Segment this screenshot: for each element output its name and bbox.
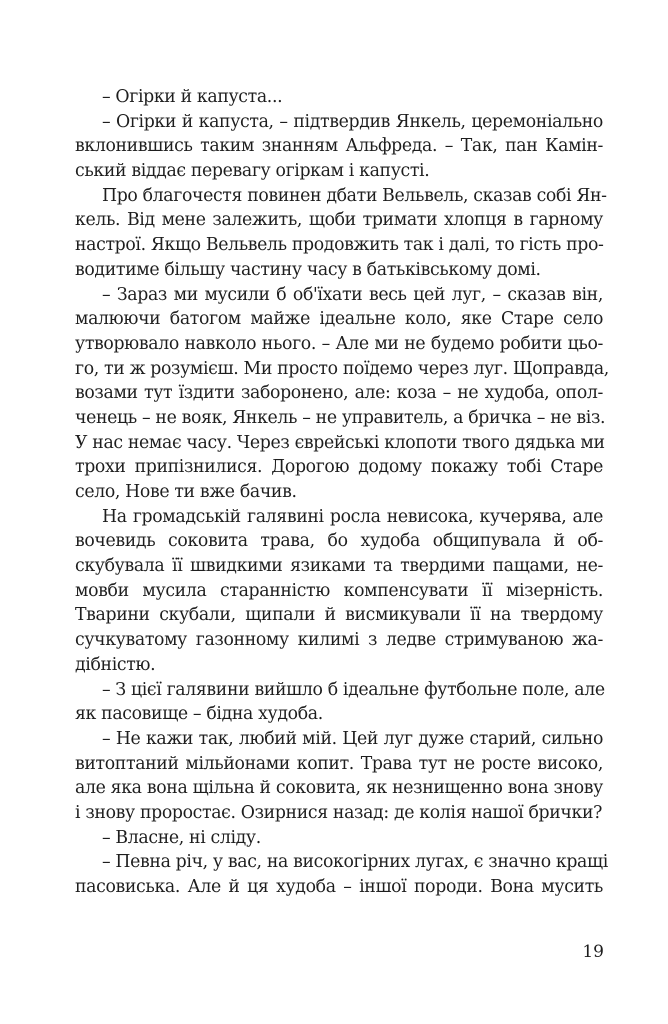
text-line: – Певна річ, у вас, на високогірних лугах, є значно кращі [102,852,608,873]
paragraph-1 [75,85,603,110]
text-line: возами тут їздити заборонено, але: коза – не худоба, опол- [75,383,603,404]
text-line: У нас немає часу. Через єврейські клопоти твого дядька ми [75,432,605,453]
text-line: дібністю. [75,654,156,675]
text-line: кель. Від мене залежить, щоби тримати хлопця в гарному [75,210,603,231]
paragraph-3 [75,184,607,283]
text-line: водитиме більшу частину часу в батьківському домі. [75,259,541,280]
text-line: вклонившись таким знанням Альфреда. – Так, пан Камін- [75,136,603,157]
text-line: мовби мусила старанністю компенсувати її мізерність. [75,580,603,601]
text-line: На громадській галявині росла невисока, кучерява, але [102,506,603,527]
text-line: – Огірки й капуста, – підтвердив Янкель, церемоніально [102,111,603,132]
text-line: як пасовище – бідна худоба. [75,704,323,725]
text-line: – Огірки й капуста... [102,87,283,107]
paragraph-5 [75,505,603,678]
text-line: – Зараз ми мусили б об'їхати весь цей луг, – сказав він, [102,284,603,305]
text-line: село, Нове ти вже бачив. [75,482,297,502]
text-line: пасовиська. Але й ця худоба – іншої породи. Вона мусить [75,877,603,897]
text-line: і знову проростає. Озирнися назад: де колія нашої брички? [75,802,603,823]
text-line: малюючи батогом майже ідеальне коло, яке Старе село [75,309,603,330]
text-line: – Не кажи так, любий мій. Цей луг дуже старий, сильно [102,728,603,749]
body-text [75,85,609,900]
paragraph-7 [75,727,603,826]
paragraph-9 [75,850,608,899]
text-line: ченець – не вояк, Янкель – не управитель, а бричка – не віз. [75,407,606,428]
paragraph-6 [75,678,603,727]
text-line: скубувала її швидкими язиками та твердими пащами, не- [75,556,603,577]
text-line: Про благочестя повинен дбати Вельвель, сказав собі Ян- [102,185,607,206]
paragraph-8 [75,826,603,851]
paragraph-2 [75,110,603,184]
text-line: настрої. Якщо Вельвель продовжить так і далі, то гість про- [75,235,604,256]
text-line: але яка вона щільна й соковита, як незнищенно вона знову [75,778,603,799]
text-line: вочевидь соковита трава, бо худоба общипувала й об- [75,531,603,552]
text-line: – З цієї галявини вийшло б ідеальне футбольне поле, але [102,679,605,700]
page-number: 19 [582,942,604,962]
paragraph-4 [75,283,609,505]
text-line: го, ти ж розумієш. Ми просто поїдемо через луг. Щоправда, [75,358,609,379]
text-line: сучкуватому газонному килимі з ледве стримуваною жа- [75,630,603,651]
text-line: трохи припізнилися. Дорогою додому покажу тобі Старе [75,457,603,478]
text-line: ський віддає перевагу огіркам і капусті. [75,161,430,182]
text-line: – Власне, ні сліду. [102,827,261,848]
text-line: Тварини скубали, щипали й висмикували її на твердому [75,605,603,626]
text-line: витоптаний мільйонами копит. Трава тут не росте високо, [75,753,603,774]
text-line: утворювало навколо нього. – Але ми не будемо робити цьо- [75,333,603,354]
